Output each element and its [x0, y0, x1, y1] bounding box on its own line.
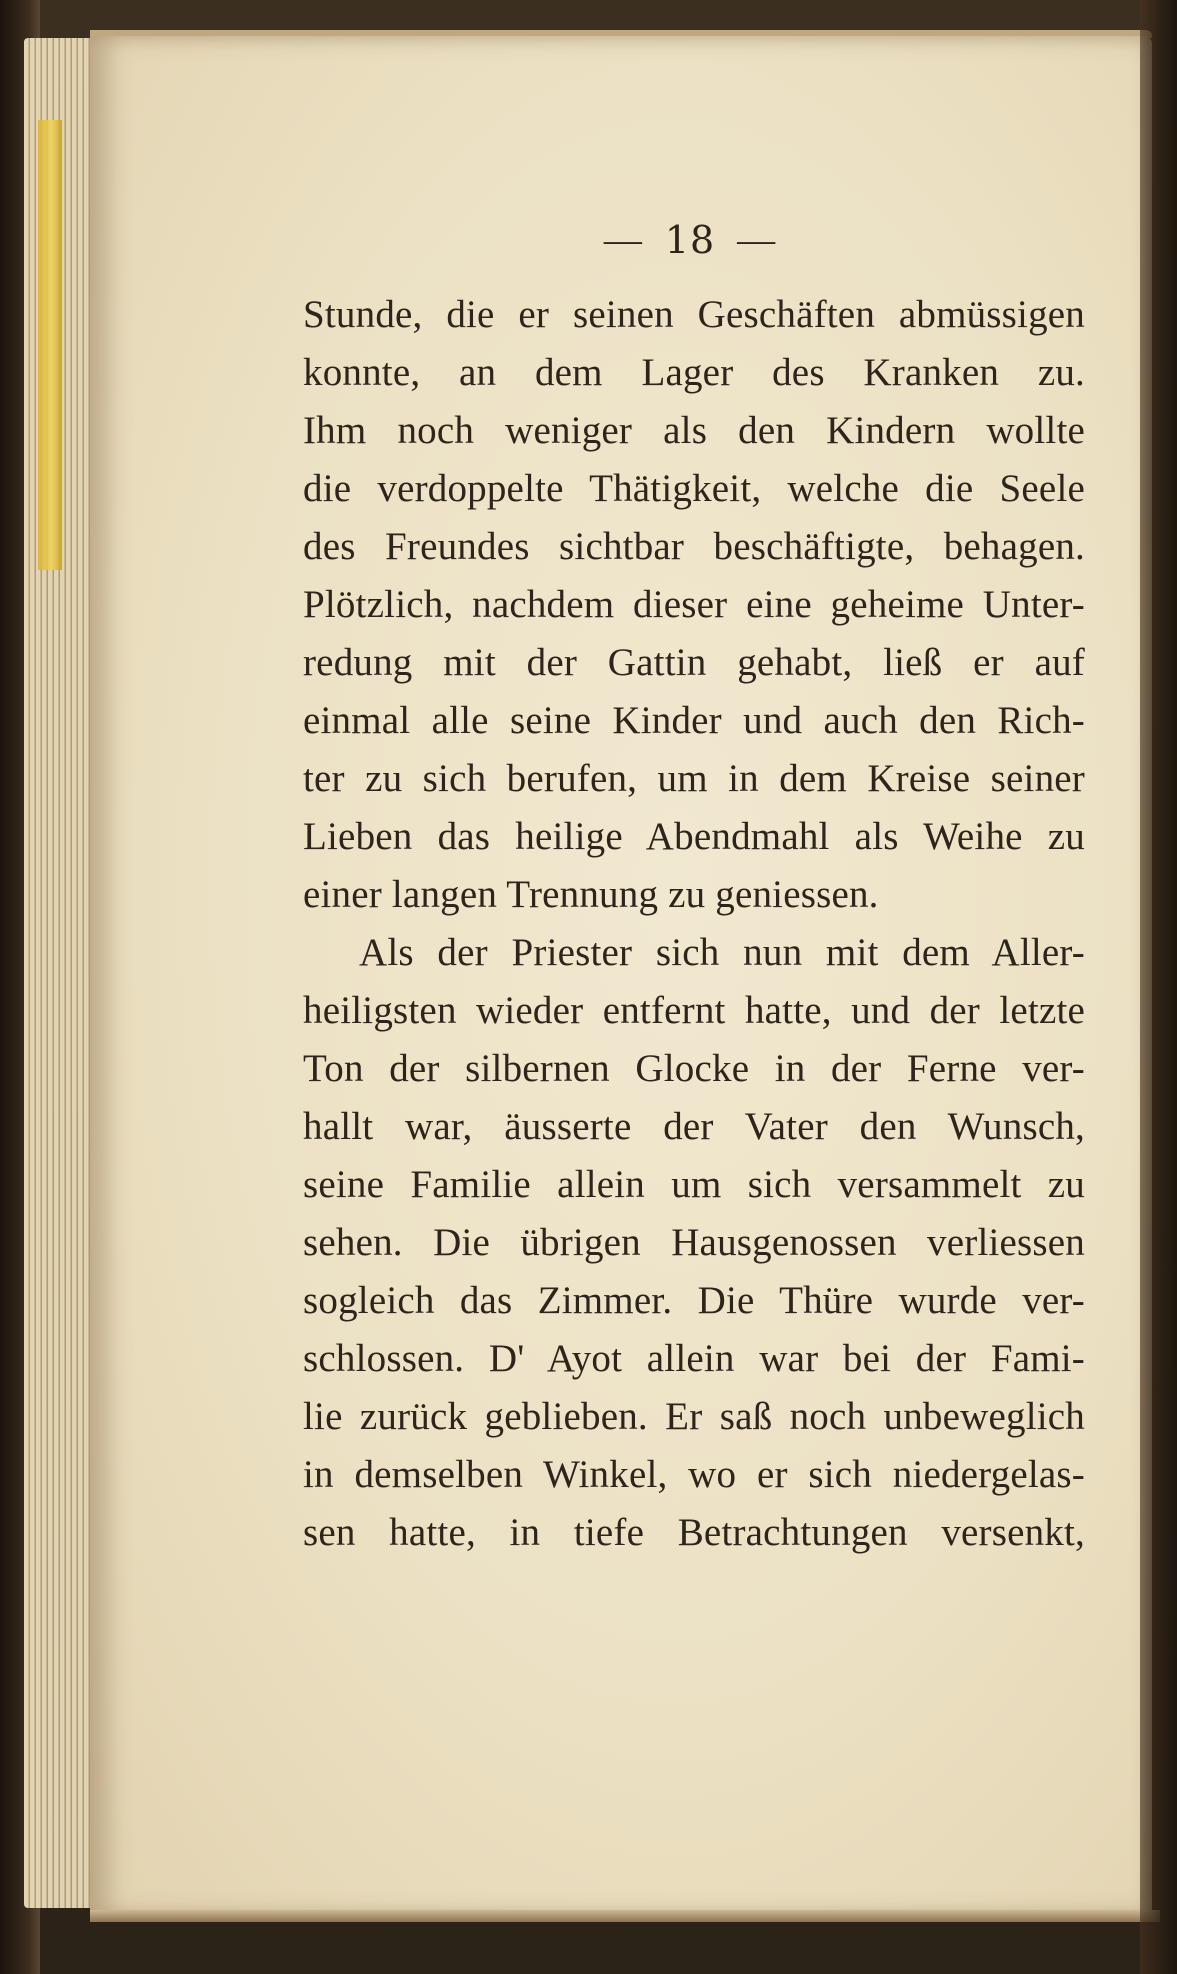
- text-line: ter zu sich berufen, um in dem Kreise seiner: [303, 757, 1085, 800]
- text-line: Stunde, die er seinen Geschäften abmüssigen: [303, 293, 1085, 336]
- text-line: des Freundes sichtbar beschäftigte, behagen.: [303, 525, 1085, 568]
- text-line: sogleich das Zimmer. Die Thüre wurde ver-: [303, 1279, 1085, 1322]
- header-dash-right: —: [737, 219, 777, 261]
- page-number: 18: [664, 218, 716, 262]
- text-line: Als der Priester sich nun mit dem Aller-: [359, 931, 1085, 974]
- text-line: seine Familie allein um sich versammelt zu: [303, 1163, 1085, 1206]
- page-bottom-edge: [90, 1910, 1160, 1922]
- yellow-bookmark-strip: [38, 120, 62, 570]
- text-line: sehen. Die übrigen Hausgenossen verliessen: [303, 1221, 1085, 1264]
- text-line: heiligsten wieder entfernt hatte, und der letzte: [303, 989, 1085, 1032]
- text-line: redung mit der Gattin gehabt, ließ er auf: [303, 641, 1085, 684]
- text-line: schlossen. D' Ayot allein war bei der Fami-: [303, 1337, 1085, 1380]
- text-line: Ihm noch weniger als den Kindern wollte: [303, 409, 1085, 452]
- main-text: [303, 286, 1085, 1562]
- right-shadow: [1140, 0, 1177, 1974]
- text-line: Plötzlich, nachdem dieser eine geheime Unter-: [303, 583, 1085, 626]
- text-line: Ton der silbernen Glocke in der Ferne ver-: [303, 1047, 1085, 1090]
- header-dash-left: —: [603, 219, 643, 261]
- page-header: [560, 210, 820, 270]
- text-line: Lieben das heilige Abendmahl als Weihe zu: [303, 815, 1085, 858]
- text-line: sen hatte, in tiefe Betrachtungen versenkt,: [303, 1511, 1085, 1554]
- text-line: einer langen Trennung zu geniessen.: [303, 873, 879, 916]
- text-line: hallt war, äusserte der Vater den Wunsch,: [303, 1105, 1085, 1148]
- text-line: die verdoppelte Thätigkeit, welche die Seele: [303, 467, 1085, 510]
- text-line: einmal alle seine Kinder und auch den Rich-: [303, 699, 1085, 742]
- text-line: in demselben Winkel, wo er sich niedergelas-: [303, 1453, 1085, 1496]
- text-line: lie zurück geblieben. Er saß noch unbeweglich: [303, 1395, 1085, 1438]
- text-line: konnte, an dem Lager des Kranken zu.: [303, 351, 1085, 394]
